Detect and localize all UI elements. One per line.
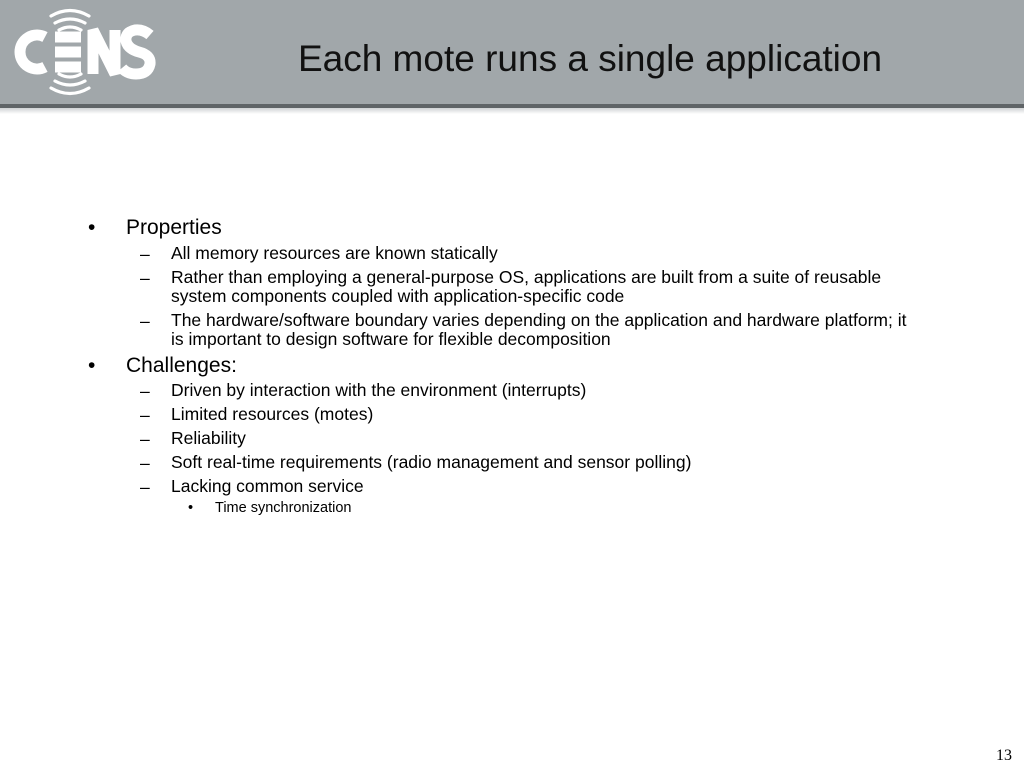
sub-bullet-text: Reliability xyxy=(171,428,246,448)
bullet-marker: • xyxy=(88,354,96,377)
bullet-marker: • xyxy=(188,500,194,516)
dash-marker: – xyxy=(140,405,150,425)
dash-marker: – xyxy=(140,477,150,497)
sub-bullet-text: Driven by interaction with the environment (interrupts) xyxy=(171,380,587,400)
dash-marker: – xyxy=(140,381,150,401)
bullet-label: Challenges: xyxy=(126,354,237,377)
dash-marker: – xyxy=(140,244,150,264)
dash-marker: – xyxy=(140,311,150,331)
bullet-marker: • xyxy=(88,216,96,239)
sub-sub-bullet xyxy=(188,500,351,516)
bullet-properties xyxy=(88,216,222,240)
dash-marker: – xyxy=(140,429,150,449)
sub-sub-bullet-text: Time synchronization xyxy=(215,500,352,516)
sub-bullet-text: All memory resources are known statically xyxy=(171,243,498,263)
bullet-challenges xyxy=(88,354,237,378)
bullet-label: Properties xyxy=(126,216,222,239)
slide-title: Each mote runs a single application xyxy=(297,38,883,79)
dash-marker: – xyxy=(140,268,150,288)
sub-bullet-text: Limited resources (motes) xyxy=(171,404,374,424)
sub-bullet-text: Rather than employing a general-purpose OS, applications are built from a suite of reusable system components coupled with application-specific code xyxy=(171,267,882,306)
dash-marker: – xyxy=(140,453,150,473)
sub-bullet-text: Soft real-time requirements (radio management and sensor polling) xyxy=(171,452,692,472)
sub-bullet-text: Lacking common service xyxy=(171,476,364,496)
page-number: 13 xyxy=(996,747,1012,764)
sub-bullet-text: The hardware/software boundary varies depending on the application and hardware platform; it is important to design software for flexible decomposition xyxy=(171,310,907,349)
